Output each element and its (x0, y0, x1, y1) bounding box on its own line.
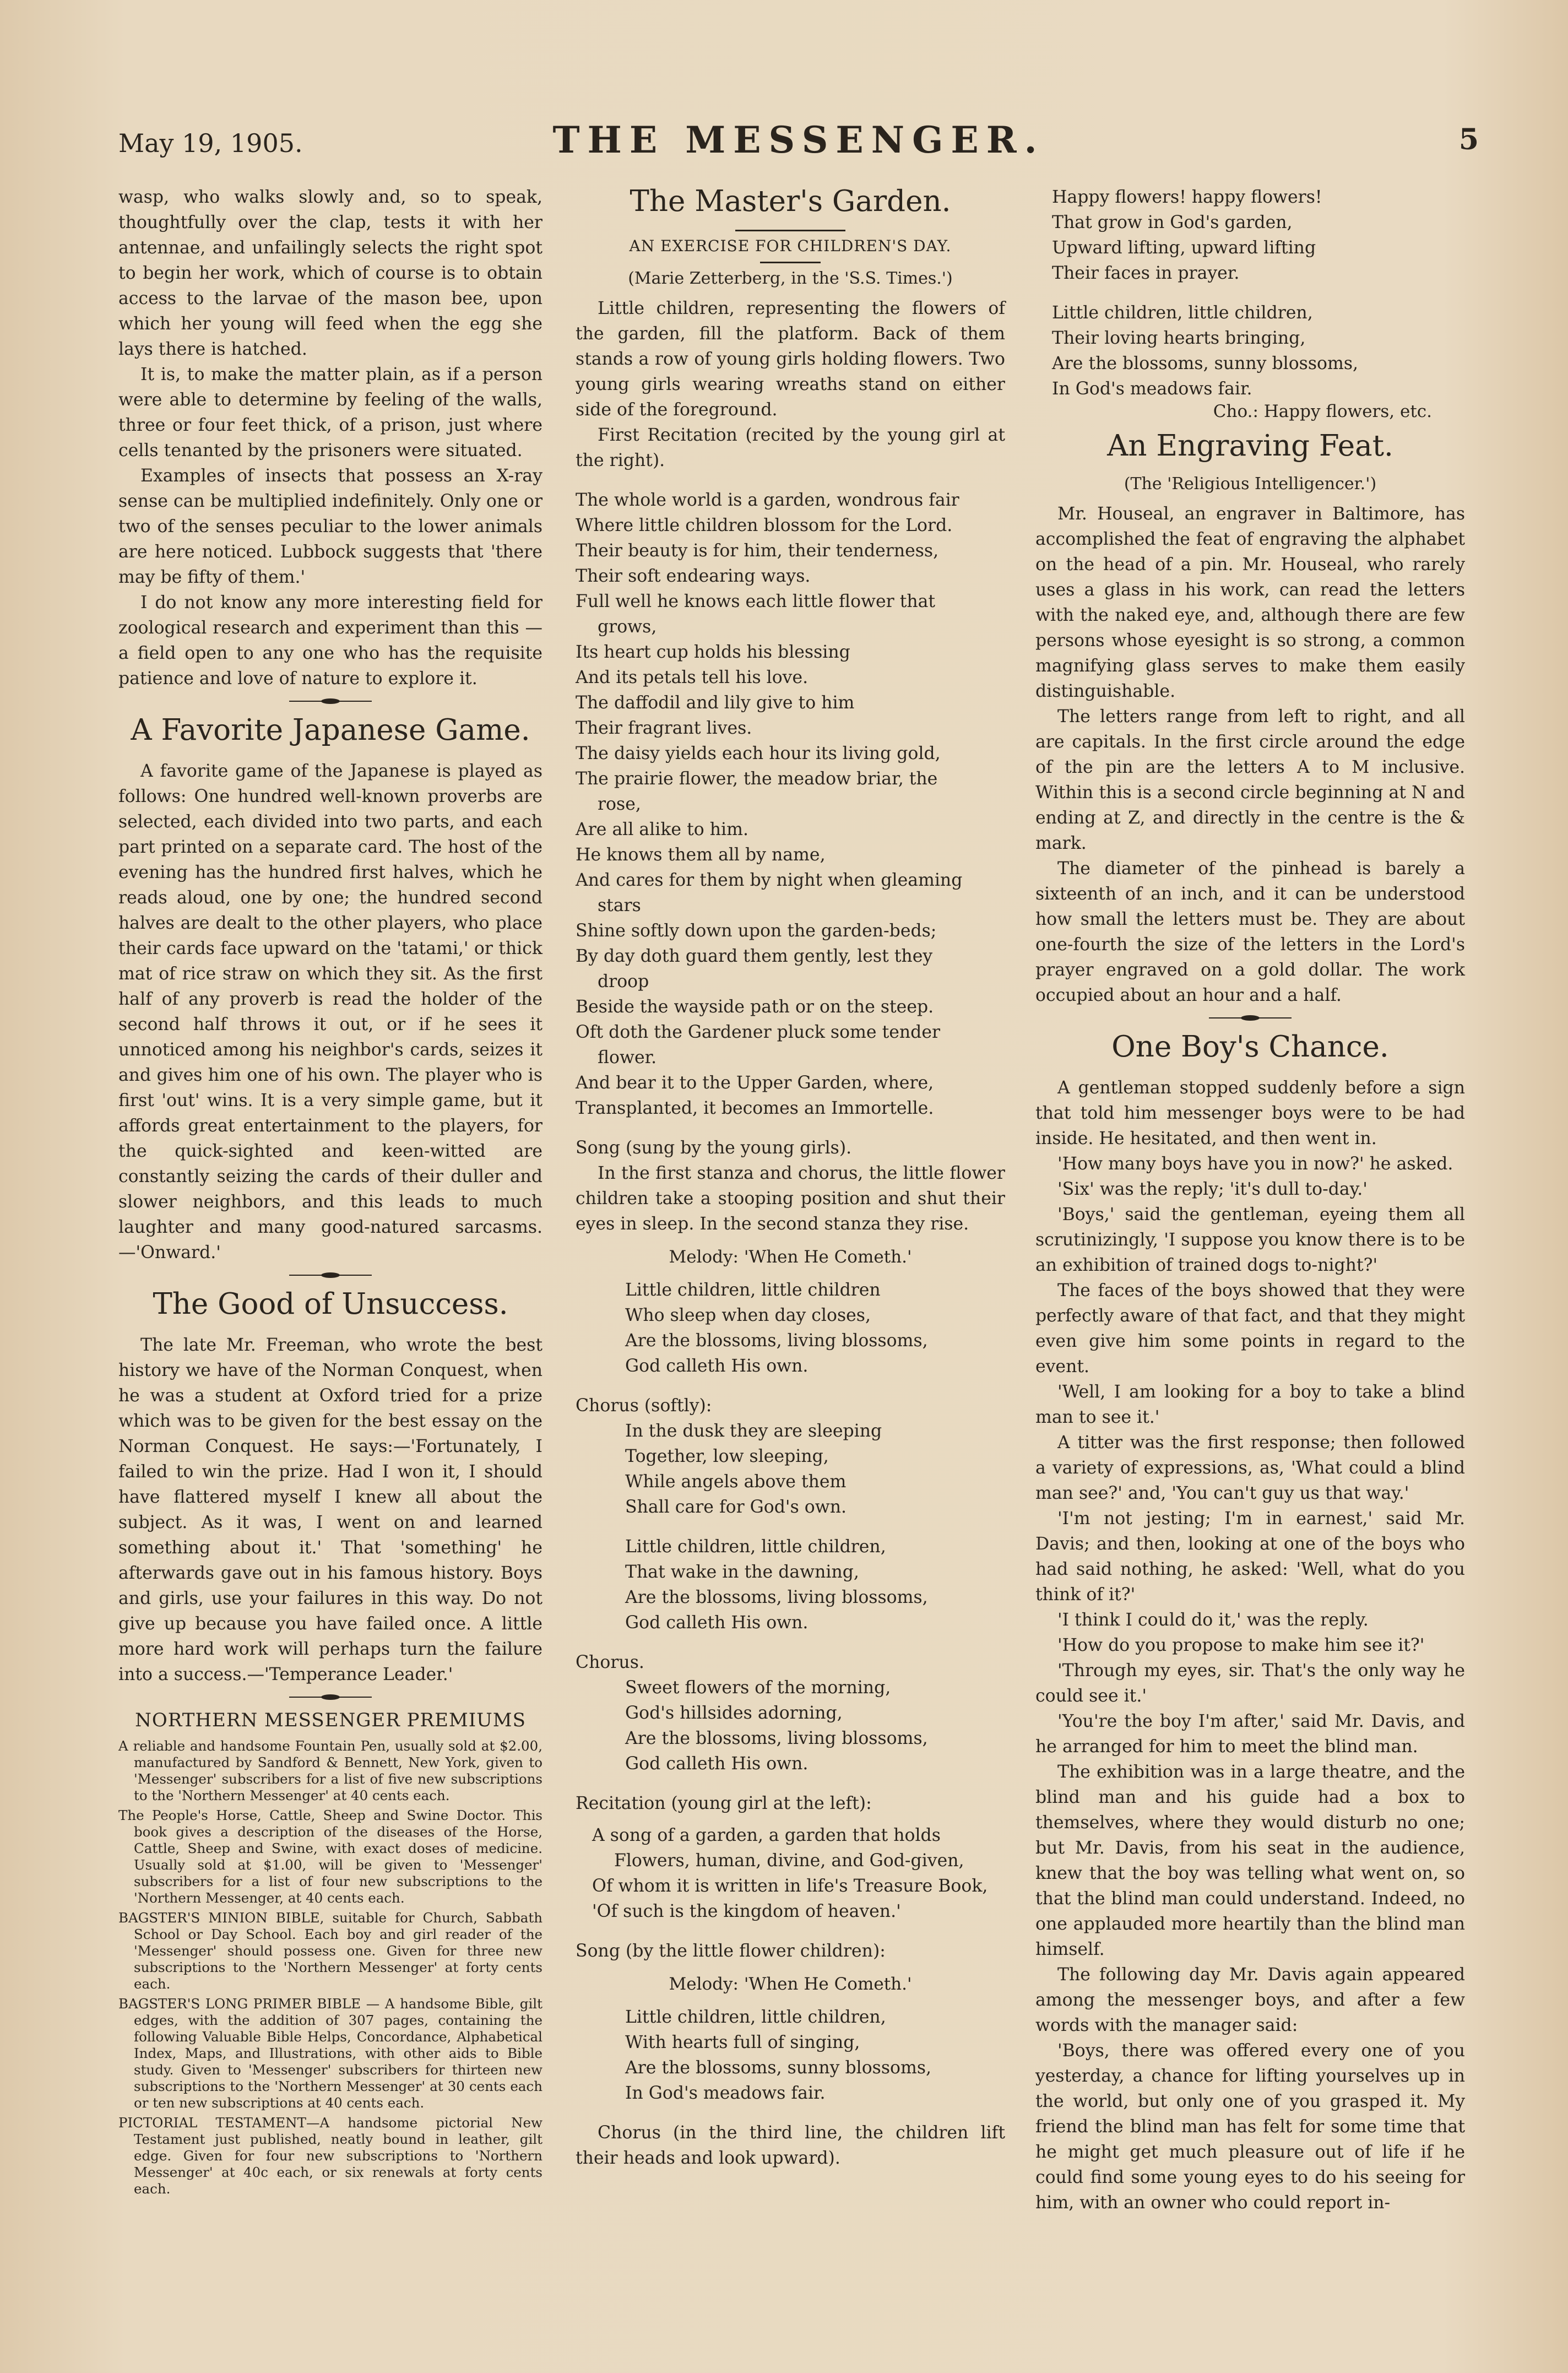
issue-date: May 19, 1905. (118, 128, 303, 158)
poem-line: Are all alike to him. (576, 820, 748, 839)
happy-flowers-verse (1052, 185, 1465, 286)
unsuccess-title: The Good of Unsuccess. (153, 1287, 508, 1321)
japanese-game-title: A Favorite Japanese Game. (131, 713, 530, 747)
verse-line: Together, low sleeping, (625, 1446, 829, 1466)
poem-line: And its petals tell his love. (576, 668, 809, 687)
poem-line: The whole world is a garden, wondrous fair (576, 490, 959, 510)
verse-line: A song of a garden, a garden that holds (592, 1825, 941, 1845)
section-ornament (289, 1694, 372, 1700)
chorus-2 (625, 1675, 1005, 1776)
verse-line: Flowers, human, divine, and God-given, (614, 1851, 964, 1871)
insect-article-p3: Examples of insects that possess an X-ray sense can be multiplied indefinitely. Only one or two of the senses peculiar to the lower animals are here noticed. Lubbock suggests that 'there may be fifty of them.' (118, 466, 542, 587)
boys-chance-paragraph: 'Boys, there was offered every one of you yesterday, a chance for lifting yourselves up in the world, but only one of you grasped it. My friend the blind man has felt for some time that he might get much pleasure out of life if he could find some young eyes to do his seeing for him, with an owner who could report in- (1035, 2041, 1465, 2213)
verse-line: Are the blossoms, living blossoms, (625, 1331, 928, 1351)
boys-chance-paragraph: 'I think I could do it,' was the reply. (1057, 1610, 1369, 1630)
verse-line: Little children, little children, (625, 1537, 886, 1557)
poem-line: The daffodil and lily give to him (576, 693, 855, 713)
poem-line: Its heart cup holds his blessing (576, 642, 850, 662)
boys-chance-paragraph: A gentleman stopped suddenly before a sign that told him messenger boys were to be had inside. He hesitated, and then went in. (1035, 1078, 1465, 1148)
unsuccess-body: The late Mr. Freeman, who wrote the best history we have of the Norman Conquest, when he was a student at Oxford tried for a prize which was to be given for the best essay on the Norman Conquest. He says:—'Fortunately, I failed to win the prize. Had I won it, I should have flattered myself I knew all about the subject. As it was, I went on and learned something about it.' That 'something' he afterwards gave out in his famous history. Boys and girls, use your failures in this way. Do not give up because you have failed once. A little more hard work will perhaps turn the failure into a success.—'Temperance Leader.' (118, 1335, 542, 1684)
masthead-title: THE MESSENGER. (552, 118, 1045, 161)
insect-article-p4: I do not know any more interesting field for zoological research and experiment than this —a field open to any one who has the requisite patience and love of nature to explore it. (118, 593, 542, 689)
column-right (1035, 185, 1465, 2215)
verse-line: Little children, little children, (1052, 303, 1313, 323)
boys-chance-paragraph: 'Boys,' said the gentleman, eyeing them all scrutinizingly, 'I suppose you know there is to be an exhibition of trained dogs to-night?' (1035, 1205, 1465, 1275)
masters-garden-subtitle: AN EXERCISE FOR CHILDREN'S DAY. (629, 237, 952, 255)
verse-line: Upward lifting, upward lifting (1052, 238, 1316, 258)
boys-chance-paragraph: 'You're the boy I'm after,' said Mr. Davis, and he arranged for him to meet the blind man. (1035, 1711, 1465, 1757)
chorus-soft (625, 1418, 1005, 1520)
verse-line: In God's meadows fair. (625, 2083, 826, 2103)
engraving-source: (The 'Religious Intelligencer.') (1124, 474, 1377, 494)
first-recitation-label: First Recitation (recited by the young girl at the right). (576, 425, 1005, 470)
section-ornament (289, 1272, 372, 1278)
verse-line: Are the blossoms, sunny blossoms, (625, 2058, 932, 2078)
boys-chance-paragraph: 'Through my eyes, sir. That's the only way he could see it.' (1035, 1661, 1465, 1706)
song-children-label: Song (by the little flower children): (576, 1941, 886, 1961)
verse-line: Of whom it is written in life's Treasure Book, (592, 1876, 988, 1896)
poem-line: rose, (598, 794, 641, 814)
poem-line: And bear it to the Upper Garden, where, (576, 1073, 934, 1093)
insect-article-p2: It is, to make the matter plain, as if a person were able to determine by feeling of the walls, three or four feet thick, of a prison, just where cells tenanted by the prisoners were situated. (118, 365, 542, 460)
poem-line: Their fragrant lives. (576, 718, 752, 738)
verse-line: Are the blossoms, living blossoms, (625, 1729, 928, 1748)
verse-line: 'Of such is the kingdom of heaven.' (592, 1901, 901, 1921)
little-children-verse (1052, 300, 1465, 402)
japanese-game-body: A favorite game of the Japanese is played as follows: One hundred well-known proverbs are selected, each divided into two parts, and each part printed on a separate card. The host of the evening has the hundred first halves, which he reads aloud, one by one; the hundred second halves are dealt to the other players, who place their cards face upward on the 'tatami,' or thick mat of rice straw on which they sit. As the first half of any proverb is read the holder of the second half throws it out, or if he sees it unnoticed among his neighbor's cards, seizes it and gives him one of his own. The player who is first 'out' wins. It is a very simple game, but it affords great entertainment to the players, for the quick-sighted and keen-witted are constantly seizing the cards of their duller and slower neighbors, and this leads to much laughter and many good-natured sarcasms.—'Onward.' (118, 761, 542, 1263)
premiums-list (118, 1738, 542, 2197)
poem-line: He knows them all by name, (576, 845, 826, 865)
verse-line: In God's meadows fair. (1052, 379, 1252, 399)
boys-chance-paragraph: 'Well, I am looking for a boy to take a blind man to see it.' (1035, 1382, 1465, 1427)
boys-chance-paragraph: 'How do you propose to make him see it?' (1057, 1635, 1425, 1655)
verse-line: Are the blossoms, living blossoms, (625, 1588, 928, 1607)
premium-item: The People's Horse, Cattle, Sheep and Swine Doctor. This book gives a description of the diseases of the Horse, Cattle, Sheep and Swine, with exact doses of medicine. Usually sold at $1.00, will be given to 'Messenger' subscribers for a list of four new subscriptions to the 'Northern Messenger, at 40 cents each. (118, 1807, 542, 1906)
melody-label: Melody: 'When He Cometh.' (669, 1974, 912, 1994)
verse-line: Are the blossoms, sunny blossoms, (1052, 354, 1359, 373)
premiums-title: NORTHERN MESSENGER PREMIUMS (135, 1709, 526, 1731)
garden-poem (576, 487, 1005, 1121)
stanza-3 (625, 2004, 1005, 2106)
premium-item: A reliable and handsome Fountain Pen, usually sold at $2.00, manufactured by Sandford & Bennett, New York, given to 'Messenger' subscribers for a list of five new subscriptions to the 'Northern Messenger' at 40 cents each. (118, 1738, 542, 1803)
boys-chance-paragraph: 'Six' was the reply; 'it's dull to-day.' (1057, 1179, 1368, 1199)
verse-line: Little children, little children, (625, 2007, 886, 2027)
title-rule (735, 230, 845, 231)
chorus-etc: Cho.: Happy flowers, etc. (1213, 402, 1432, 421)
poem-line: Full well he knows each little flower that (576, 592, 936, 611)
verse-line: Their loving hearts bringing, (1052, 328, 1306, 348)
verse-line: Happy flowers! happy flowers! (1052, 187, 1322, 207)
section-ornament (1209, 1015, 1292, 1021)
recitation-left-label: Recitation (young girl at the left): (576, 1794, 872, 1813)
engraving-title: An Engraving Feat. (1107, 429, 1393, 463)
premium-item: BAGSTER'S MINION BIBLE, suitable for Church, Sabbath School or Day School. Each boy and girl reader of the 'Messenger' should possess one. Given for three new subscriptions to the 'Northern Messenger' at forty cents each. (118, 1910, 542, 1992)
melody-label: Melody: 'When He Cometh.' (669, 1247, 912, 1267)
verse-line: In the dusk they are sleeping (625, 1421, 882, 1441)
poem-line: stars (598, 896, 641, 915)
verse-line: While angels above them (625, 1472, 847, 1492)
poem-line: Shine softly down upon the garden-beds; (576, 921, 937, 941)
boys-chance-paragraph: The following day Mr. Davis again appeared among the messenger boys, and after a few words with the manager said: (1035, 1965, 1465, 2035)
poem-line: Oft doth the Gardener pluck some tender (576, 1022, 941, 1042)
chorus-label: Chorus. (576, 1653, 644, 1672)
masters-garden-source: (Marie Zetterberg, in the 'S.S. Times.') (628, 269, 953, 288)
verse-line: God calleth His own. (625, 1754, 809, 1774)
stanza-1 (625, 1277, 1005, 1379)
verse-line: Little children, little children (625, 1280, 881, 1300)
poem-line: Their soft endearing ways. (576, 566, 811, 586)
poem-line: By day doth guard them gently, lest they (576, 946, 933, 966)
insect-article-p1: wasp, who walks slowly and, so to speak, thoughtfully over the clap, tests it with her antennae, and unfailingly selects the right spot to begin her work, which of course is to obtain access to the larvae of the mason bee, upon which her young will feed when the egg she lays there is hatched. (118, 187, 542, 359)
poem-line: droop (598, 972, 649, 992)
title-rule (760, 262, 821, 263)
engraving-p1: Mr. Houseal, an engraver in Baltimore, has accomplished the feat of engraving the alphabet on the head of a pin. Mr. Houseal, who rarely uses a glass in his work, can read the letters with the naked eye, and, although there are few persons whose eyesight is so strong, a common magnifying glass serves to make them easily distinguishable. (1035, 504, 1465, 701)
poem-line: And cares for them by night when gleaming (576, 870, 963, 890)
recitation-poem (592, 1823, 1005, 1924)
poem-line: grows, (598, 617, 657, 637)
verse-line: That wake in the dawning, (625, 1562, 859, 1582)
boys-chance-paragraph: A titter was the first response; then followed a variety of expressions, as, 'What could a blind man see?' and, 'You can't guy us that way.' (1035, 1433, 1465, 1503)
boys-chance-paragraph: 'I'm not jesting; I'm in earnest,' said Mr. Davis; and then, looking at one of the boys who had said nothing, he asked: 'Well, what do you think of it?' (1035, 1509, 1465, 1605)
verse-line: Sweet flowers of the morning, (625, 1678, 891, 1698)
poem-line: Their beauty is for him, their tenderness, (576, 541, 939, 561)
masters-garden-title: The Master's Garden. (630, 185, 951, 218)
page-number: 5 (1458, 123, 1479, 156)
verse-line: That grow in God's garden, (1052, 213, 1293, 232)
verse-line: God calleth His own. (625, 1613, 809, 1633)
verse-line: God calleth His own. (625, 1356, 809, 1376)
boys-chance-title: One Boy's Chance. (1111, 1030, 1389, 1064)
poem-line: The daisy yields each hour its living gold, (576, 744, 941, 763)
poem-line: flower. (598, 1048, 657, 1068)
page-header (118, 118, 1479, 168)
chorus-soft-label: Chorus (softly): (576, 1396, 712, 1416)
poem-line: Beside the wayside path or on the steep. (576, 997, 934, 1017)
chorus-note: Chorus (in the third line, the children lift their heads and look upward). (576, 2123, 1005, 2168)
poem-line: The prairie flower, the meadow briar, the (576, 769, 938, 789)
stage-note: In the first stanza and chorus, the little flower children take a stooping position and shut their eyes in sleep. In the second stanza they rise. (576, 1163, 1005, 1234)
section-ornament (289, 698, 372, 705)
premium-item: BAGSTER'S LONG PRIMER BIBLE — A handsome Bible, gilt edges, with the addition of 307 pages, containing the following Valuable Bible Helps, Concordance, Alphabetical Index, Maps, and Illustrations, with other aids to Bible study. Given to 'Messenger' subscribers for thirteen new subscriptions to the 'Northern Messenger' at 30 cents each or ten new subscriptions at 40 cents each. (118, 1996, 542, 2111)
boys-chance-paragraph: The exhibition was in a large theatre, and the blind man and his guide had a box to themselves, where they would disturb no one; but Mr. Davis, from his seat in the audience, knew that the boy was telling what went on, so that the blind man could understand. Indeed, no one applauded more heartily than the blind man himself. (1035, 1762, 1465, 1959)
stanza-2 (625, 1534, 1005, 1635)
boys-chance-paragraph: The faces of the boys showed that they were perfectly aware of that fact, and that they might even give him some points in regard to the event. (1035, 1281, 1465, 1377)
column-middle (576, 185, 1005, 2171)
verse-line: Shall care for God's own. (625, 1497, 847, 1517)
premium-item: PICTORIAL TESTAMENT—A handsome pictorial New Testament just published, neatly bound in leather, gilt edge. Given for four new subscriptions to 'Northern Messenger' at 40c each, or six renewals at forty cents each. (118, 2115, 542, 2197)
engraving-p3: The diameter of the pinhead is barely a sixteenth of an inch, and it can be understood how small the letters must be. They are about one-fourth the size of the letters in the Lord's prayer engraved on a gold dollar. The work occupied about an hour and a half. (1035, 859, 1465, 1005)
engraving-p2: The letters range from left to right, and all are capitals. In the first circle around the edge of the pin are the letters A to M inclusive. Within this is a second circle beginning at N and ending at Z, and directly in the centre is the & mark. (1035, 707, 1465, 853)
verse-line: Who sleep when day closes, (625, 1305, 871, 1325)
song-label: Song (sung by the young girls). (576, 1138, 852, 1158)
verse-line: Their faces in prayer. (1052, 263, 1240, 283)
poem-line: Transplanted, it becomes an Immortelle. (576, 1098, 934, 1118)
column-left (118, 185, 542, 2201)
poem-line: Where little children blossom for the Lord. (576, 516, 953, 535)
verse-line: With hearts full of singing, (625, 2033, 860, 2052)
masters-garden-intro: Little children, representing the flowers of the garden, fill the platform. Back of them stands a row of young girls holding flowers. Two young girls wearing wreaths stand on either side of the foreground. (576, 299, 1005, 420)
verse-line: God's hillsides adorning, (625, 1703, 843, 1723)
boys-chance-paragraph: 'How many boys have you in now?' he asked. (1057, 1154, 1453, 1174)
